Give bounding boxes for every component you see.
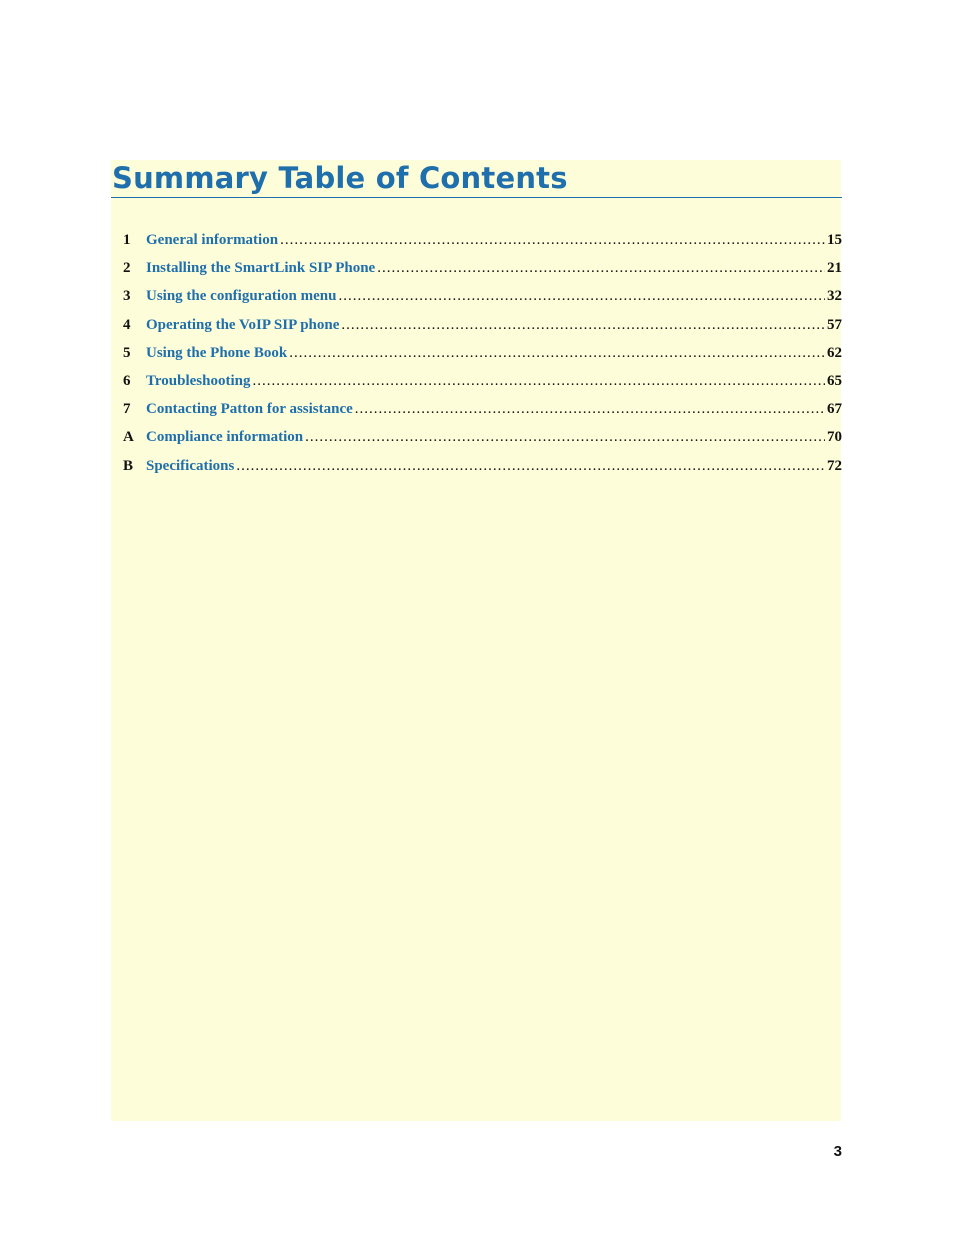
toc-entry-1[interactable] [123,232,842,260]
toc-entry-number: A [123,429,134,446]
toc-entry-link[interactable]: Troubleshooting [146,372,251,389]
toc-entry-6[interactable] [123,373,842,401]
toc-entry-number: 3 [123,288,131,305]
toc-entry-3[interactable] [123,288,842,316]
toc-entry-page: 65 [827,372,842,389]
toc-leader-dots [252,373,825,390]
toc-entry-b[interactable] [123,458,842,486]
toc-entry-number: 4 [123,316,131,333]
toc-entry-link[interactable]: Compliance information [146,429,304,446]
toc-entry-4[interactable] [123,317,842,345]
toc-leader-dots [236,458,825,475]
page-number: 3 [833,1143,842,1160]
toc-entry-page: 57 [827,316,842,333]
toc-entry-number: B [123,457,134,474]
toc-entry-page: 70 [827,429,842,446]
toc-entry-page: 67 [827,401,842,418]
toc-entry-link[interactable]: Using the configuration menu [146,288,337,305]
toc-entry-link[interactable]: Contacting Patton for assistance [146,401,353,418]
toc-leader-dots [305,429,825,446]
toc-entry-page: 62 [827,344,842,361]
toc-entry-number: 7 [123,401,131,418]
toc-leader-dots [355,401,825,418]
toc-entry-number: 5 [123,344,131,361]
toc-leader-dots [377,260,825,277]
toc-entry-page: 15 [827,232,842,248]
table-of-contents [123,232,842,486]
toc-entry-link[interactable]: Installing the SmartLink SIP Phone [146,260,376,277]
toc-entry-link[interactable]: Operating the VoIP SIP phone [146,316,340,333]
toc-entry-7[interactable] [123,401,842,429]
toc-entry-page: 21 [827,260,842,277]
toc-entry-5[interactable] [123,345,842,373]
toc-entry-link[interactable]: Using the Phone Book [146,344,288,361]
toc-entry-number: 1 [123,232,131,248]
toc-entry-page: 32 [827,288,842,305]
toc-entry-number: 2 [123,260,131,277]
toc-leader-dots [289,345,825,362]
toc-leader-dots [341,317,825,334]
toc-entry-number: 6 [123,372,131,389]
title-underline [111,197,842,198]
toc-entry-link[interactable]: General information [146,232,279,248]
toc-entry-2[interactable] [123,260,842,288]
toc-leader-dots [338,288,825,305]
toc-leader-dots [280,232,825,249]
page-title: Summary Table of Contents [112,161,568,195]
toc-entry-a[interactable] [123,429,842,457]
toc-entry-page: 72 [827,457,842,474]
toc-entry-link[interactable]: Specifications [146,457,235,474]
